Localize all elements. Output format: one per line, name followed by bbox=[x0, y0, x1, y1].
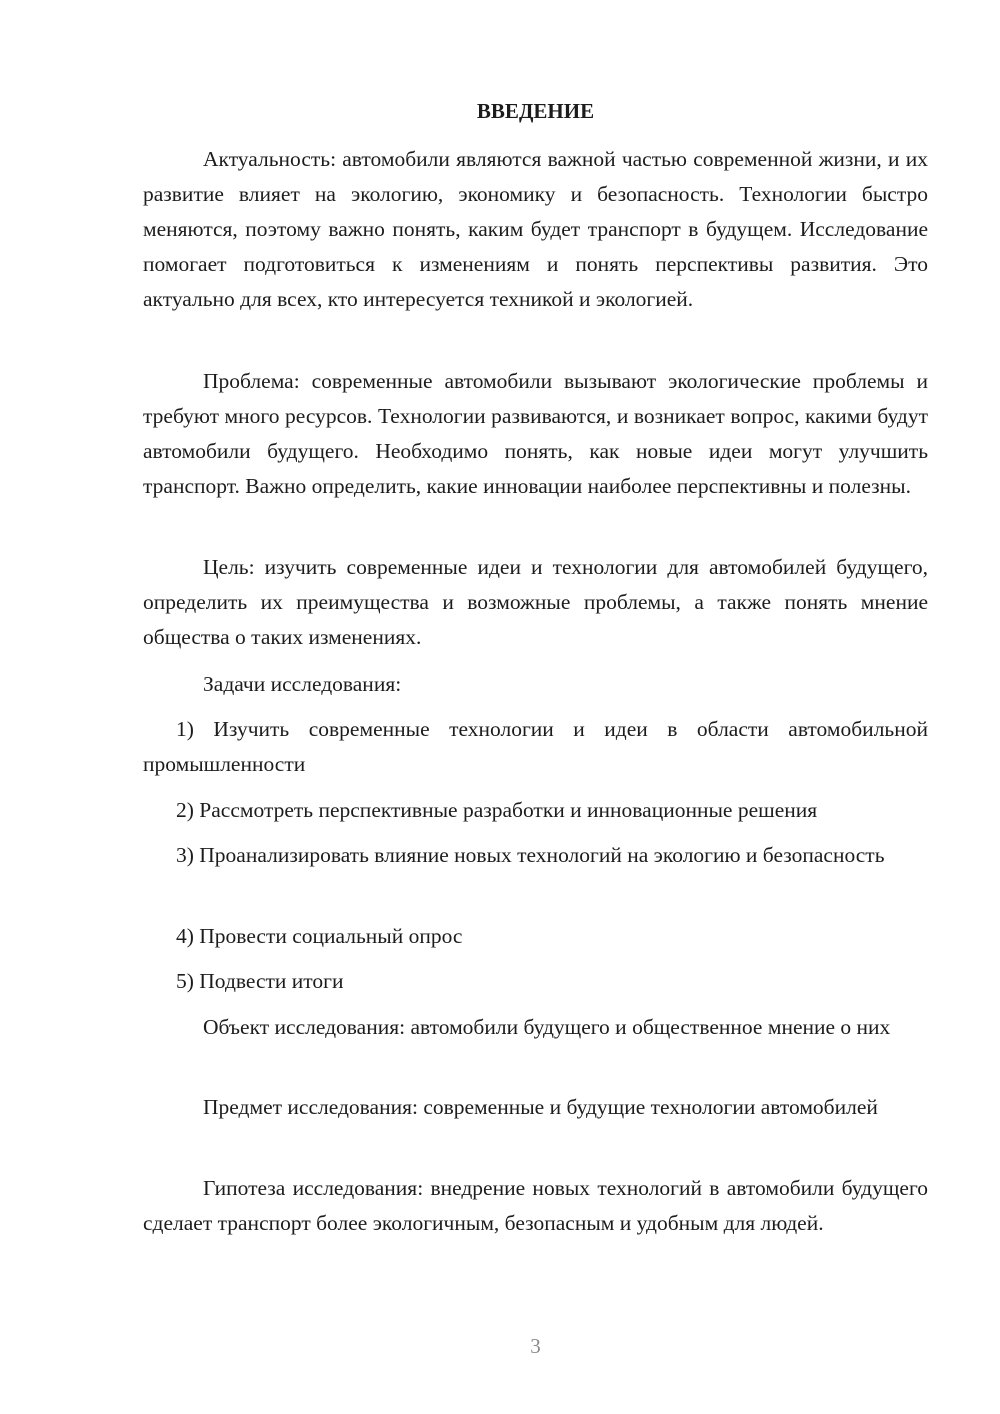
page-number: 3 bbox=[530, 1334, 541, 1358]
problem-paragraph: Проблема: современные автомобили вызывают экологические проблемы и требуют много ресурсов. Технологии развиваются, и возникает вопрос, какими будут автомобили будущего. Необходимо понять, как новые идеи могут улучшить транспорт. Важно определить, какие инновации наиболее перспективны и полезны. bbox=[143, 369, 928, 498]
document-page bbox=[143, 0, 928, 1414]
object-paragraph: Объект исследования: автомобили будущего и общественное мнение о них bbox=[203, 1015, 891, 1039]
task-item-4: 4) Провести социальный опрос bbox=[176, 924, 463, 948]
page-title: ВВЕДЕНИЕ bbox=[476, 99, 595, 123]
task-item-5: 5) Подвести итоги bbox=[176, 969, 344, 993]
goal-paragraph: Цель: изучить современные идеи и технологии для автомобилей будущего, определить их преимущества и возможные проблемы, а также понять мнение общества о таких изменениях. bbox=[143, 555, 928, 649]
task-item-3: 3) Проанализировать влияние новых технологий на экологию и безопасность bbox=[176, 843, 885, 867]
tasks-heading: Задачи исследования: bbox=[203, 672, 402, 696]
task-item-1: 1) Изучить современные технологии и идеи в области автомобильной промышленности bbox=[143, 717, 928, 776]
relevance-paragraph: Актуальность: автомобили являются важной частью современной жизни, и их развитие влияет на экологию, экономику и безопасность. Технологии быстро меняются, поэтому важно понять, каким будет транспорт в будущем. Исследование помогает подготовиться к изменениям и понять перспективы развития. Это актуально для всех, кто интересуется техникой и экологией. bbox=[143, 147, 928, 311]
subject-paragraph: Предмет исследования: современные и будущие технологии автомобилей bbox=[203, 1095, 878, 1119]
hypothesis-paragraph: Гипотеза исследования: внедрение новых технологий в автомобили будущего сделает транспорт более экологичным, безопасным и удобным для людей. bbox=[143, 1176, 928, 1235]
task-item-2: 2) Рассмотреть перспективные разработки и инновационные решения bbox=[176, 798, 818, 822]
